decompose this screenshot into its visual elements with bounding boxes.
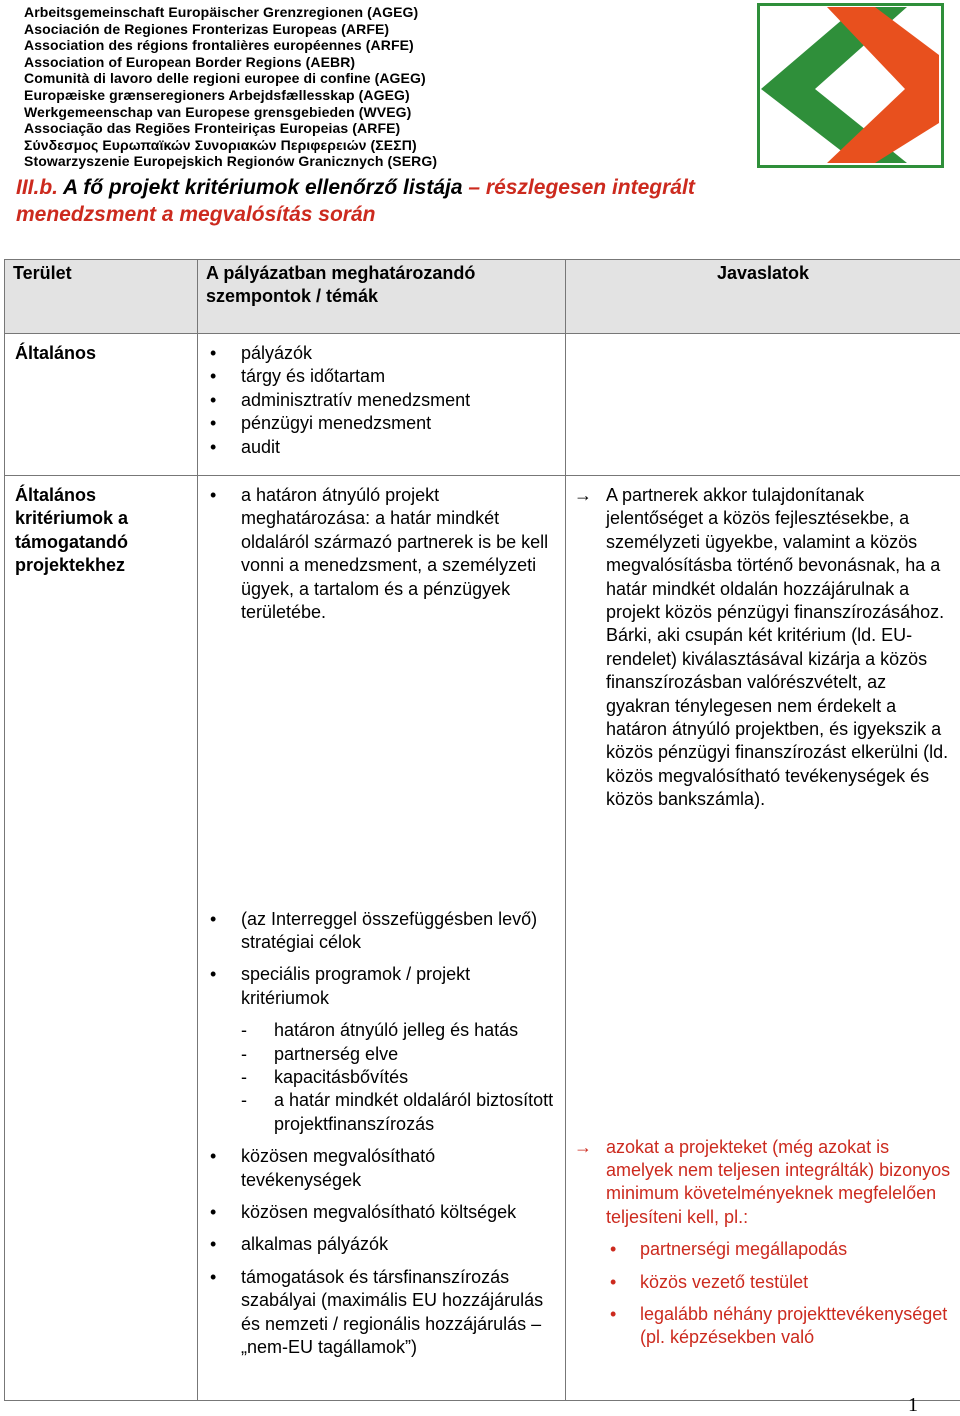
list-item: • közösen megvalósítható költségek — [204, 1201, 557, 1224]
org-names-header — [24, 4, 724, 170]
recommendation-cell — [566, 476, 960, 898]
topics-cell — [198, 334, 566, 476]
list-item: • pályázók — [204, 342, 557, 365]
org-name-line: Europæiske grænseregioners Arbejdsfællesskap (AGEG) — [24, 86, 410, 103]
table-row — [5, 898, 960, 1401]
document-title — [16, 174, 946, 228]
header-cell-topics: A pályázatban meghatározandó szempontok / témák — [198, 260, 566, 334]
list-item: - a határ mindkét oldaláról biztosított projektfinanszírozás — [241, 1089, 557, 1136]
title-highlight: részlegesen integrált — [480, 176, 695, 199]
recommendation-paragraph — [574, 1136, 952, 1230]
title-dash: – — [468, 176, 481, 199]
topics-list — [204, 484, 557, 624]
recommendation-cell — [566, 898, 960, 1401]
org-name-line: Werkgemeenschap van Europese grensgebieden (WVEG) — [24, 103, 412, 120]
org-name-line: Comunità di lavoro delle regioni europee di confine (AGEG) — [24, 70, 426, 87]
list-item: - kapacitásbővítés — [241, 1066, 557, 1089]
org-name-line: Σύνδεσμος Ευρωπαϊκών Συνοριακών Περιφερειών (ΣΕΣΠ) — [24, 136, 417, 153]
list-item: • közösen megvalósítható tevékenységek — [204, 1145, 557, 1192]
title-main: A fő projekt kritériumok ellenőrző listája — [58, 176, 469, 199]
table-row — [5, 476, 960, 898]
table-header-row — [5, 260, 960, 334]
list-item: • közös vezető testület — [574, 1271, 952, 1294]
recommendation-text: azokat a projekteket (még azokat is amelyek nem teljesen integrálták) bizonyos minimum követelményeknek megfelelően teljesíteni kell, pl.: — [606, 1136, 951, 1227]
list-item: • (az Interreggel összefüggésben levő) stratégiai célok — [204, 908, 557, 955]
list-item: • adminisztratív menedzsment — [204, 389, 557, 412]
org-name-line: Association of European Border Regions (AEBR) — [24, 53, 356, 70]
page-number: 1 — [908, 1394, 918, 1416]
topics-list — [204, 908, 557, 1011]
requirements-list — [574, 1238, 952, 1350]
topics-list — [204, 342, 557, 459]
area-cell — [5, 898, 198, 1401]
recommendation-paragraph — [574, 484, 952, 812]
list-item: • audit — [204, 436, 557, 459]
arrow-icon: → — [574, 1136, 592, 1157]
list-item: - határon átnyúló jelleg és hatás — [241, 1019, 557, 1042]
org-name-line: Stowarzyszenie Europejskich Regionów Granicznych (SERG) — [24, 153, 438, 170]
header-cell-area: Terület — [5, 260, 198, 334]
list-item: • partnerségi megállapodás — [574, 1238, 952, 1261]
area-cell: Általános kritériumok a támogatandó projektekhez — [5, 476, 198, 898]
list-item: - partnerség elve — [241, 1043, 557, 1066]
topics-cell — [198, 476, 566, 898]
title-prefix: III.b. — [16, 176, 58, 199]
topics-list — [204, 1145, 557, 1359]
org-name-line: Association des régions frontalières européennes (ARFE) — [24, 37, 414, 54]
area-cell: Általános — [5, 334, 198, 476]
list-item: • támogatások és társfinanszírozás szabályai (maximális EU hozzájárulás és nemzeti / regionális hozzájárulás – „nem-EU tagállamok”) — [204, 1266, 557, 1360]
recommendation-text: A partnerek akkor tulajdonítanak jelentőséget a közös fejlesztésekbe, a személyzeti ügyekbe, valamint a közös megvalósításba történő bevonásnak, ha a határ mindkét oldalán hozzájárulnak a projekt közös pénzügyi finanszírozásához. Bárki, aki csupán két kritérium (ld. EU-rendelet) kiválasztásával kizárja a közös finanszírozásban valórészvételt, az gyakran ténylegesen nem érdekelt a határon átnyúló projektben, és igyekszik a közös pénzügyi finanszírozást elkerülni (ld. közös megvalósítható tevékenységek és közös bankszámla). — [606, 485, 949, 810]
criteria-table — [4, 259, 960, 1401]
title-line2: menedzsment a megvalósítás során — [16, 203, 376, 226]
list-item: • pénzügyi menedzsment — [204, 412, 557, 435]
recommendation-cell — [566, 334, 960, 476]
org-name-line: Associação das Regiões Fronteiriças Europeias (ARFE) — [24, 120, 401, 137]
org-name-line: Asociación de Regiones Fronterizas Europeas (ARFE) — [24, 20, 390, 37]
list-item: • alkalmas pályázók — [204, 1233, 557, 1256]
sub-criteria-list — [241, 1019, 557, 1136]
list-item: • tárgy és időtartam — [204, 365, 557, 388]
org-name-line: Arbeitsgemeinschaft Europäischer Grenzregionen (AGEG) — [24, 4, 419, 20]
list-item: • speciális programok / projekt kritériumok — [204, 963, 557, 1010]
header-cell-recommendations: Javaslatok — [566, 260, 960, 334]
aebr-logo — [757, 3, 944, 168]
list-item: • a határon átnyúló projekt meghatározása: a határ mindkét oldaláról származó partnerek is be kell vonni a menedzsment, a személyzeti ügyek, a tartalom és a pénzügyek területébe. — [204, 484, 557, 624]
topics-cell — [198, 898, 566, 1401]
arrow-icon: → — [574, 485, 592, 505]
table-row — [5, 334, 960, 476]
list-item: • legalább néhány projekttevékenységet (pl. képzésekben való — [574, 1303, 952, 1350]
